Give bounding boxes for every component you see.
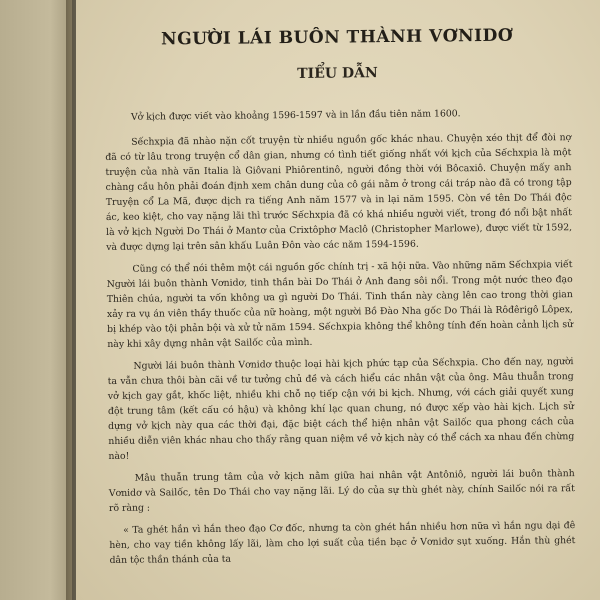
shylock-quote: « Ta ghét hắn vì hắn theo đạo Cơ đốc, nhưng ta còn ghét hắn nhiều hơn nữa vì hắn ngu dại đê hèn, cho vay tiền không lấy lãi, làm cho lợi suất của tiền bạc ở Vơnidơ sụt xuống. Hắn thù ghét dân tộc thần thánh của ta [109,520,576,566]
paragraph-5: Mâu thuẫn trung tâm của vở kịch nằm giữa hai nhân vật Antôniô, người lái buôn thành Vơnidơ và Sailốc, tên Do Thái cho vay nặng lãi. Lý do của sự thù ghét này, chính Sailốc nói ra rất rõ ràng : [108,468,575,514]
section-subtitle: TIỂU DẪN [297,65,378,82]
paragraph-4: Người lái buôn thành Vơnidơ thuộc loại hài kịch phức tạp của Sếchxpia. Cho đến nay, người ta vẫn chưa thôi bàn cãi về tư tưởng chủ đề và cách hiểu các nhân vật của ông. Mâu thuẫn trong vở kịch gay gắt, khốc liệt, nhiều khi chỗ nọ tiếp cận với bi kịch. Nhưng, với cách giải quyết xung đột trung tâm (kết cấu có hậu) và không khí lạc quan chung, nó được xếp vào hài kịch. Lịch sử dựng vở kịch này qua các thời đại, đặc biệt cách thể hiện nhân vật Sailốc qua phong cách của nhiều diễn viên khác nhau cho thấy rằng quan niệm về vở kịch này có thể cách xa nhau đến chừng nào! [107,356,575,462]
chapter-title: NGƯỜI LÁI BUÔN THÀNH VƠNIDƠ [160,25,514,50]
paragraph-1: Vở kịch được viết vào khoảng 1596-1597 và in lần đầu tiên năm 1600. [130,108,461,123]
left-page-edge [0,0,72,600]
page-content [104,25,576,568]
book-page [76,0,600,600]
paragraph-2: Sếchxpia đã nhào nặn cốt truyện từ nhiều nguồn gốc khác nhau. Chuyện xéo thịt để đòi nợ đã có từ lâu trong truyện cổ dân gian, nhưng có tình tiết giống nhất với kịch của Sếchxpia là một truyện của nhà văn Italia là Giôvani Phiôrentinô, người đồng thời với Bôcaxiô. Chuyện mấy anh chàng cầu hôn phải đoán định xem chân dung của cô gái nằm ở trong cái tráp nào đã có trong tập Truyện cổ La Mã, được dịch ra tiếng Anh năm 1577 và in lại năm 1595. Còn về tên Do Thái độc ác, keo kiệt, cho vay nặng lãi thì trước Sếchxpia đã có khá nhiều người viết, trong đó nổi bật nhất là vở kịch Người Do Thái ở Mantơ của Crixtôphơ Maclô (Christopher Marlowe), được viết từ 1592, và được dựng lại trên sân khấu Luân Đôn vào các năm 1594-1596. [105,132,573,253]
paragraph-3: Cũng có thể nói thêm một cái nguồn gốc chính trị - xã hội nữa. Vào những năm Sếchxpia viết Người lái buôn thành Vơnidơ, tinh thần bài Do Thái ở Anh đang sôi nổi. Trong một nước theo đạo Thiên chúa, người ta vốn không ưa gì người Do Thái. Tinh thần này càng lên cao trong thời gian xảy ra vụ án viên thầy thuốc của nữ hoàng, một người Bồ Đào Nha gốc Do Thái là Rôđêrigô Lôpex, bị khép vào tội phản bội và xử tử năm 1594. Sếchxpia không thể không tính đến hoàn cảnh lịch sử này khi xây dựng nhân vật Sailốc của mình. [106,259,574,350]
